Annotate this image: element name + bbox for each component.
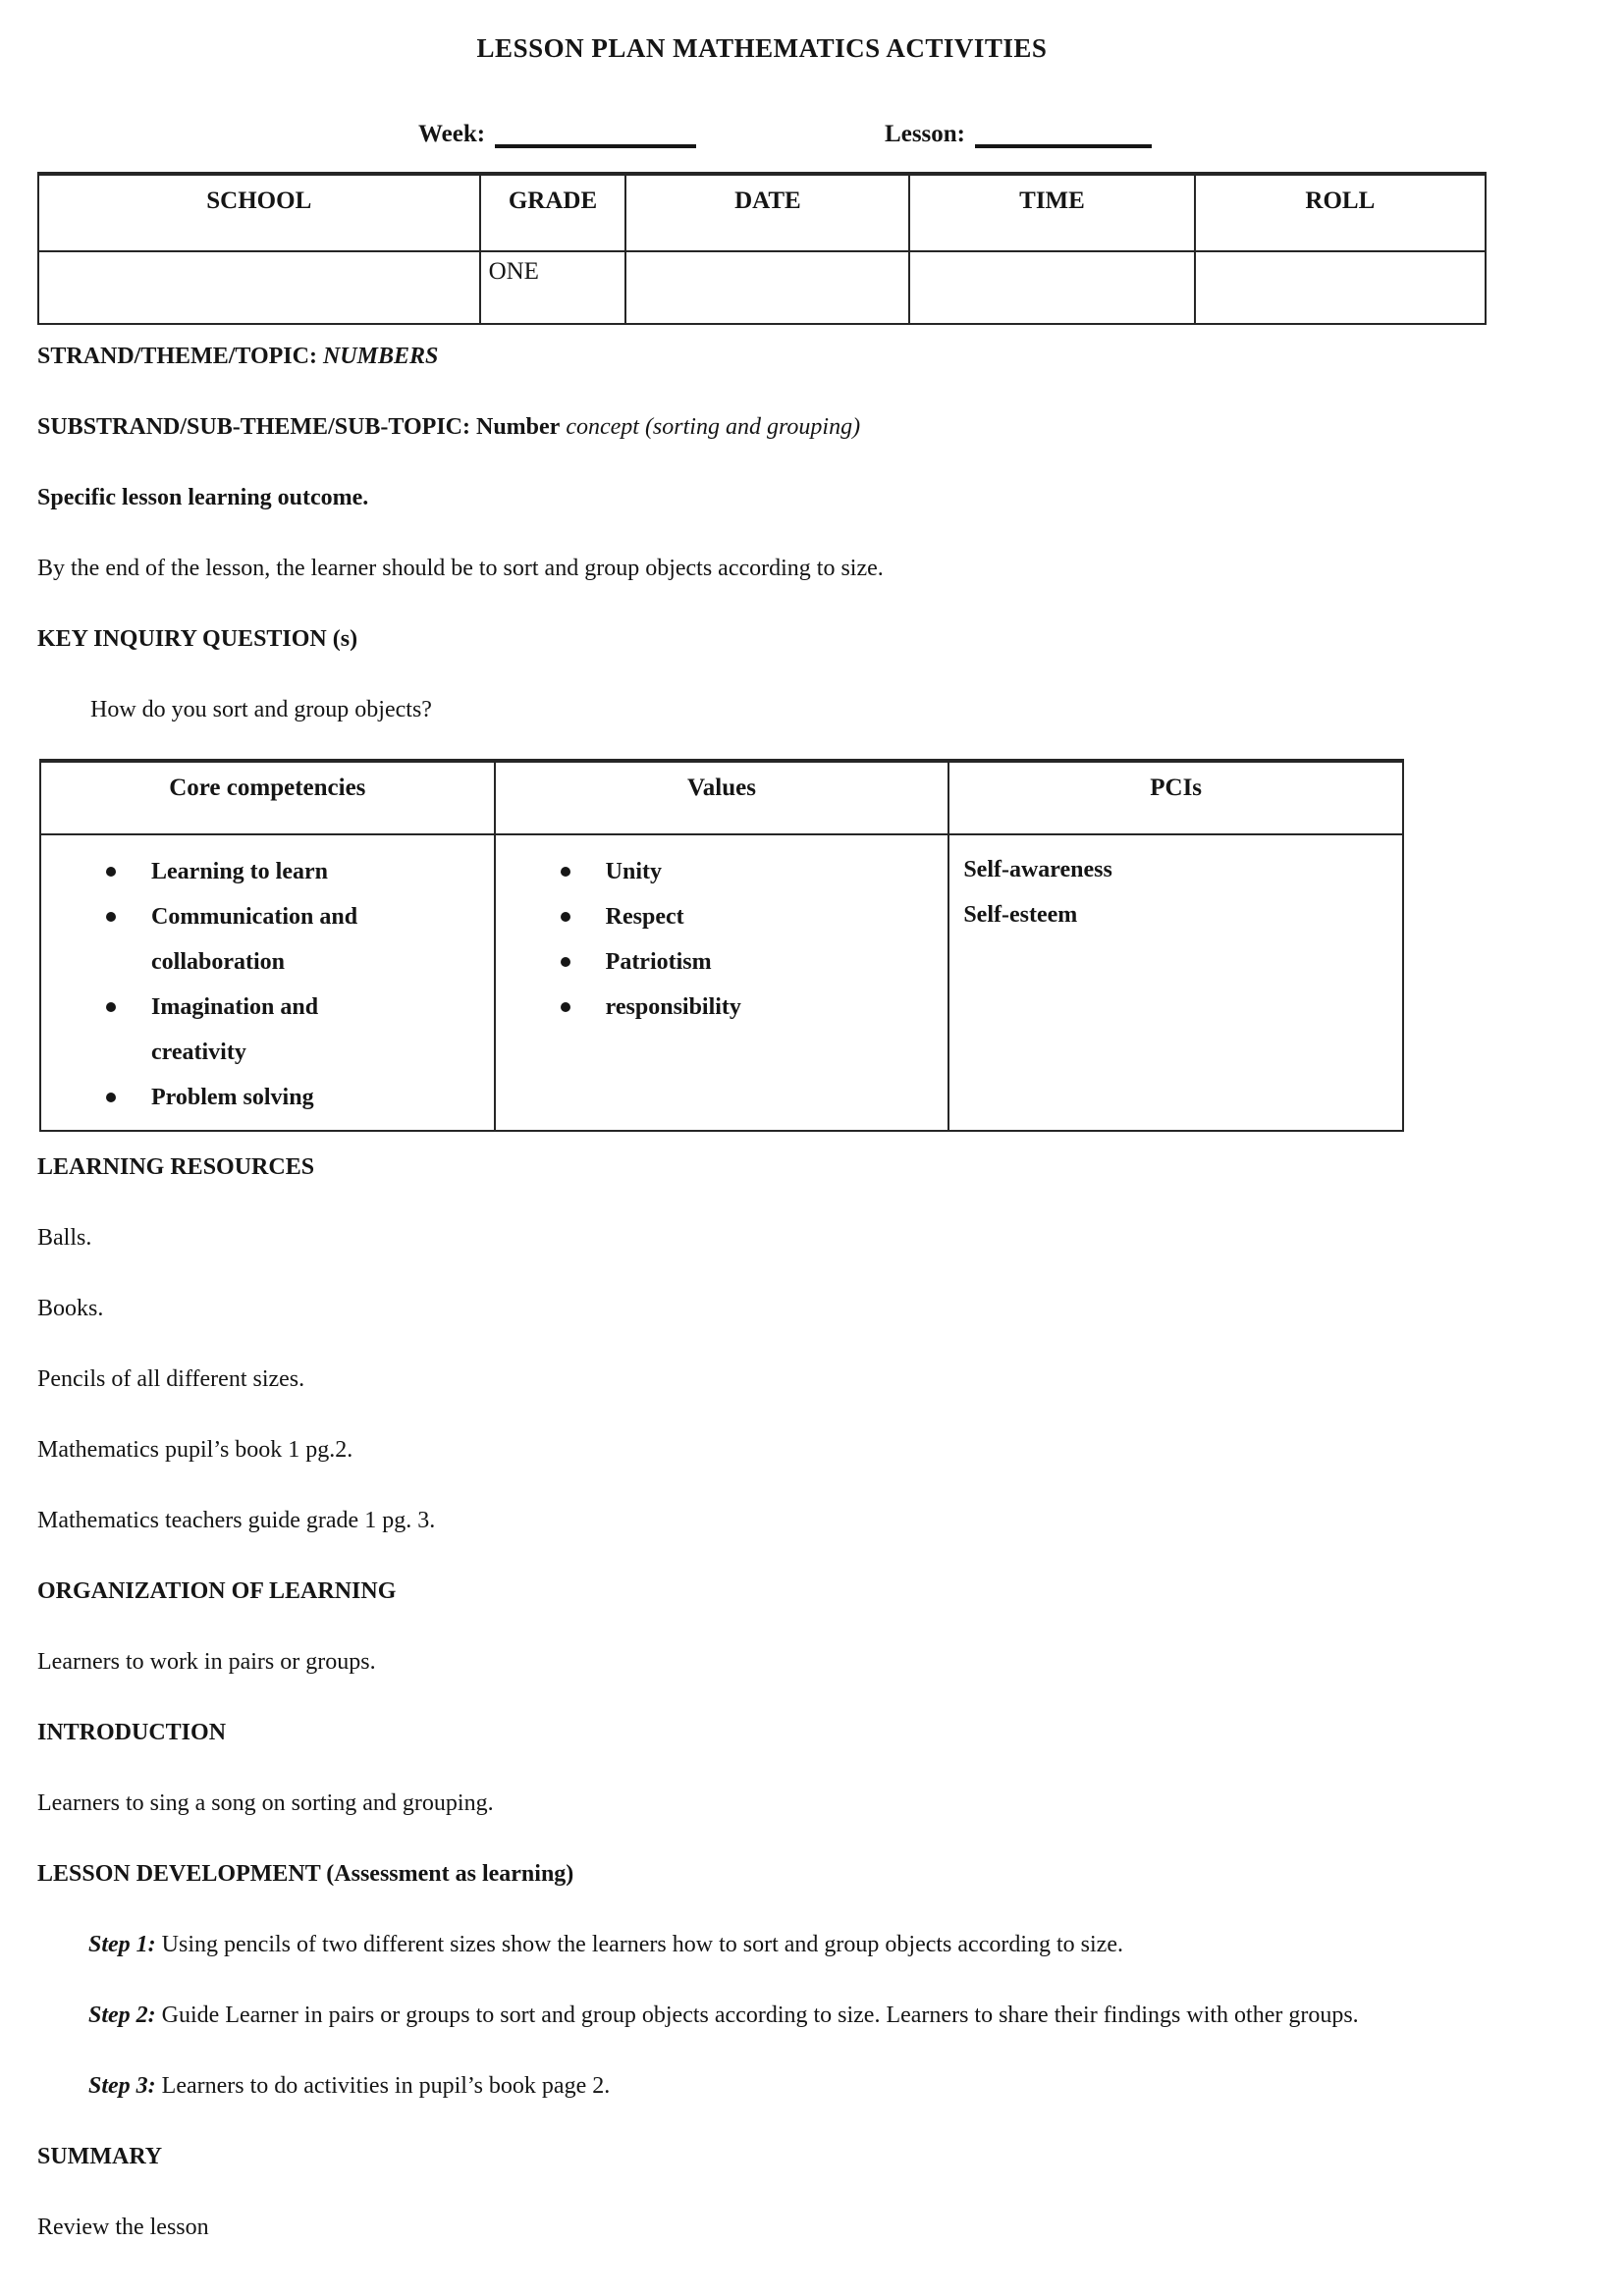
list-item-label: Respect xyxy=(605,904,684,930)
step-item xyxy=(37,1994,1500,2038)
list-item xyxy=(496,894,847,939)
header-school: SCHOOL xyxy=(38,174,480,251)
resource-item: Balls. xyxy=(37,1225,92,1251)
substrand-line xyxy=(37,405,1500,450)
info-table-header-row xyxy=(38,174,1486,251)
bullet-icon xyxy=(561,957,570,967)
competency-table-body-row xyxy=(40,834,1403,1131)
week-blank-line xyxy=(495,117,696,148)
strand-line xyxy=(37,335,1500,379)
strand-value: NUMBERS xyxy=(322,344,439,369)
list-item-label: Communication and collaboration xyxy=(151,904,358,975)
bullet-icon xyxy=(561,912,570,922)
header-core-competencies: Core competencies xyxy=(40,761,495,834)
bullet-icon xyxy=(106,912,116,922)
bullet-icon xyxy=(561,867,570,877)
key-inquiry-question: How do you sort and group objects? xyxy=(90,697,432,722)
bullet-icon xyxy=(106,1093,116,1102)
list-item-label: Problem solving xyxy=(151,1085,314,1110)
list-item xyxy=(496,939,847,985)
cell-date xyxy=(625,251,909,324)
step-text: Using pencils of two different sizes show the learners how to sort and group objects according to size. xyxy=(161,1932,1123,1957)
summary-text: Review the lesson xyxy=(37,2215,209,2240)
values-list xyxy=(496,849,948,1030)
step-text: Guide Learner in pairs or groups to sort and group objects according to size. Learners to share their findings with other groups. xyxy=(161,2002,1359,2028)
list-item-label: responsibility xyxy=(605,994,741,1020)
list-item-label: Imagination and creativity xyxy=(151,994,319,1065)
lesson-blank-line xyxy=(975,117,1152,148)
step-item xyxy=(37,2064,1500,2109)
organization-text: Learners to work in pairs or groups. xyxy=(37,1649,376,1675)
key-inquiry-heading: KEY INQUIRY QUESTION (s) xyxy=(37,626,358,652)
lesson-development-heading: LESSON DEVELOPMENT (Assessment as learning) xyxy=(37,1861,574,1887)
cell-time xyxy=(909,251,1194,324)
list-item xyxy=(496,849,847,894)
competency-table-header-row xyxy=(40,761,1403,834)
cell-grade: ONE xyxy=(480,251,626,324)
list-item xyxy=(496,985,847,1030)
lesson-group xyxy=(885,117,1152,148)
pcis-item: Self-awareness xyxy=(963,857,1112,882)
header-time: TIME xyxy=(909,174,1194,251)
resource-item: Books. xyxy=(37,1296,104,1321)
header-values: Values xyxy=(495,761,949,834)
week-label: Week: xyxy=(418,121,486,147)
outcome-heading: Specific lesson learning outcome. xyxy=(37,485,369,510)
bullet-icon xyxy=(561,1002,570,1012)
info-table-data-row xyxy=(38,251,1486,324)
step-label: Step 3: xyxy=(88,2073,156,2099)
bullet-icon xyxy=(106,1002,116,1012)
core-competencies-cell xyxy=(40,834,495,1131)
introduction-text: Learners to sing a song on sorting and grouping. xyxy=(37,1790,494,1816)
core-competencies-list xyxy=(41,849,494,1120)
substrand-subtitle: concept (sorting and grouping) xyxy=(566,414,861,440)
document-content xyxy=(37,33,1500,2250)
resource-item: Mathematics teachers guide grade 1 pg. 3. xyxy=(37,1508,436,1533)
substrand-label: SUBSTRAND/SUB-THEME/SUB-TOPIC: xyxy=(37,414,470,440)
summary-heading: SUMMARY xyxy=(37,2144,163,2169)
page-title: LESSON PLAN MATHEMATICS ACTIVITIES xyxy=(476,33,1048,63)
pcis-item: Self-esteem xyxy=(963,902,1078,928)
resource-item: Mathematics pupil’s book 1 pg.2. xyxy=(37,1437,353,1463)
week-lesson-row xyxy=(418,111,1500,148)
competency-table xyxy=(39,759,1404,1132)
bullet-icon xyxy=(106,867,116,877)
list-item-label: Patriotism xyxy=(605,949,712,975)
pcis-cell xyxy=(948,834,1403,1131)
organization-heading: ORGANIZATION OF LEARNING xyxy=(37,1578,397,1604)
lesson-label: Lesson: xyxy=(885,121,966,147)
introduction-heading: INTRODUCTION xyxy=(37,1720,227,1745)
step-item xyxy=(37,1923,1500,1967)
values-cell xyxy=(495,834,949,1131)
outcome-text: By the end of the lesson, the learner should be to sort and group objects according to size. xyxy=(37,556,884,581)
cell-school xyxy=(38,251,480,324)
list-item xyxy=(41,849,393,894)
list-item-label: Learning to learn xyxy=(151,859,328,884)
header-grade: GRADE xyxy=(480,174,626,251)
header-date: DATE xyxy=(625,174,909,251)
step-text: Learners to do activities in pupil’s book page 2. xyxy=(161,2073,611,2099)
list-item xyxy=(41,1075,393,1120)
strand-label: STRAND/THEME/TOPIC: xyxy=(37,344,317,369)
info-table xyxy=(37,172,1487,325)
resource-item: Pencils of all different sizes. xyxy=(37,1366,305,1392)
list-item xyxy=(41,985,393,1075)
substrand-topic: Number xyxy=(475,414,561,440)
list-item xyxy=(41,894,393,985)
learning-resources-heading: LEARNING RESOURCES xyxy=(37,1154,315,1180)
header-roll: ROLL xyxy=(1195,174,1486,251)
cell-roll xyxy=(1195,251,1486,324)
list-item-label: Unity xyxy=(605,859,662,884)
step-label: Step 2: xyxy=(88,2002,156,2028)
header-pcis: PCIs xyxy=(948,761,1403,834)
step-label: Step 1: xyxy=(88,1932,156,1957)
